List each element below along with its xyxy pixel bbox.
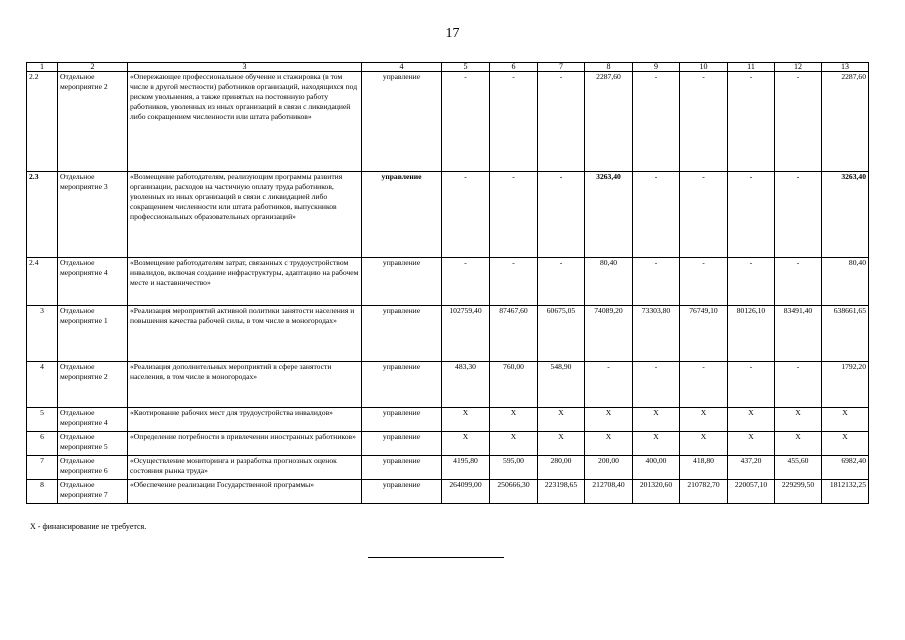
total-cell: Х [822, 432, 869, 456]
measure-name: «Реализация дополнительных мероприятий в сфере занятости населения, в том числе в моногородах» [128, 362, 362, 408]
responsible-unit: управление [362, 408, 442, 432]
page-number: 17 [445, 26, 460, 41]
value-cell: 2287,60 [585, 72, 633, 172]
value-cell: 229299,50 [775, 480, 822, 504]
footnote: Х - финансирование не требуется. [30, 522, 147, 531]
column-header: 1 [27, 63, 58, 72]
measure-name: «Возмещение работодателям, реализующим программы развития организации, расходов на частичную оплату труда работников, уволенных из иных организаций в связи с ликвидацией либо сокращением численности или штата работников, выпускников профессиональных образовательных организаций» [128, 172, 362, 258]
total-cell: 1812132,25 [822, 480, 869, 504]
value-cell: 87467,60 [490, 306, 538, 362]
value-cell: Х [442, 408, 490, 432]
value-cell: 74089,20 [585, 306, 633, 362]
total-cell: 3263,40 [822, 172, 869, 258]
measure-name: «Квотирование рабочих мест для трудоустройства инвалидов» [128, 408, 362, 432]
value-cell: 60675,05 [538, 306, 585, 362]
value-cell: Х [442, 432, 490, 456]
value-cell: - [680, 258, 728, 306]
row-number: 4 [27, 362, 58, 408]
table-row [27, 172, 869, 258]
value-cell: Х [633, 408, 680, 432]
responsible-unit: управление [362, 172, 442, 258]
value-cell: - [728, 362, 775, 408]
responsible-unit: управление [362, 456, 442, 480]
column-header: 9 [633, 63, 680, 72]
table-row [27, 456, 869, 480]
value-cell: - [490, 172, 538, 258]
column-number-row [27, 63, 869, 72]
value-cell: - [680, 172, 728, 258]
value-cell: Х [490, 432, 538, 456]
value-cell: Х [538, 432, 585, 456]
responsible-unit: управление [362, 72, 442, 172]
value-cell: - [538, 258, 585, 306]
row-number: 6 [27, 432, 58, 456]
value-cell: - [633, 362, 680, 408]
value-cell: 280,00 [538, 456, 585, 480]
column-header: 3 [128, 63, 362, 72]
measure-type: Отдельное мероприятие 6 [58, 456, 128, 480]
value-cell: - [680, 72, 728, 172]
measure-type: Отдельное мероприятие 3 [58, 172, 128, 258]
end-rule [368, 557, 504, 558]
table-row [27, 408, 869, 432]
value-cell: - [728, 172, 775, 258]
value-cell: - [538, 72, 585, 172]
value-cell: 76749,10 [680, 306, 728, 362]
value-cell: 80126,10 [728, 306, 775, 362]
column-header: 12 [775, 63, 822, 72]
table-row [27, 362, 869, 408]
value-cell: 437,20 [728, 456, 775, 480]
value-cell: Х [633, 432, 680, 456]
row-number: 7 [27, 456, 58, 480]
value-cell: 250666,30 [490, 480, 538, 504]
value-cell: - [633, 258, 680, 306]
value-cell: 483,30 [442, 362, 490, 408]
value-cell: - [633, 72, 680, 172]
value-cell: Х [775, 432, 822, 456]
value-cell: 220057,10 [728, 480, 775, 504]
table-row [27, 480, 869, 504]
responsible-unit: управление [362, 432, 442, 456]
value-cell: 223198,65 [538, 480, 585, 504]
total-cell: 80,40 [822, 258, 869, 306]
column-header: 5 [442, 63, 490, 72]
value-cell: - [728, 258, 775, 306]
total-cell: 2287,60 [822, 72, 869, 172]
value-cell: - [538, 172, 585, 258]
value-cell: 418,80 [680, 456, 728, 480]
value-cell: 200,00 [585, 456, 633, 480]
responsible-unit: управление [362, 480, 442, 504]
value-cell: 400,00 [633, 456, 680, 480]
measure-name: «Возмещение работодателям затрат, связанных с трудоустройством инвалидов, включая создание инфраструктуры, адаптацию на рабочем месте и наставничество» [128, 258, 362, 306]
row-number: 2.4 [27, 258, 58, 306]
row-number: 2.3 [27, 172, 58, 258]
value-cell: - [680, 362, 728, 408]
value-cell: - [442, 72, 490, 172]
financing-table [26, 62, 869, 504]
value-cell: 210782,70 [680, 480, 728, 504]
column-header: 6 [490, 63, 538, 72]
measure-name: «Опережающее профессиональное обучение и стажировка (в том числе в другой местности) работников организаций, находящихся под риском увольнения, а также принятых на постоянную работу работников, уволенных из иных организаций в связи с ликвидацией либо сокращением численности или штата работников» [128, 72, 362, 172]
value-cell: - [490, 72, 538, 172]
value-cell: Х [680, 432, 728, 456]
value-cell: - [775, 172, 822, 258]
column-header: 7 [538, 63, 585, 72]
row-number: 8 [27, 480, 58, 504]
responsible-unit: управление [362, 306, 442, 362]
value-cell: Х [728, 432, 775, 456]
value-cell: 548,90 [538, 362, 585, 408]
table-row [27, 72, 869, 172]
value-cell: 455,60 [775, 456, 822, 480]
value-cell: Х [728, 408, 775, 432]
measure-type: Отдельное мероприятие 1 [58, 306, 128, 362]
value-cell: 102759,40 [442, 306, 490, 362]
responsible-unit: управление [362, 362, 442, 408]
value-cell: - [585, 362, 633, 408]
total-cell: 6982,40 [822, 456, 869, 480]
measure-type: Отдельное мероприятие 2 [58, 362, 128, 408]
row-number: 5 [27, 408, 58, 432]
value-cell: - [633, 172, 680, 258]
value-cell: Х [538, 408, 585, 432]
total-cell: Х [822, 408, 869, 432]
measure-type: Отдельное мероприятие 4 [58, 258, 128, 306]
value-cell: 264099,00 [442, 480, 490, 504]
value-cell: 595,00 [490, 456, 538, 480]
value-cell: 760,00 [490, 362, 538, 408]
row-number: 3 [27, 306, 58, 362]
value-cell: 3263,40 [585, 172, 633, 258]
measure-type: Отдельное мероприятие 4 [58, 408, 128, 432]
value-cell: - [775, 362, 822, 408]
value-cell: - [775, 72, 822, 172]
total-cell: 638661,65 [822, 306, 869, 362]
column-header: 2 [58, 63, 128, 72]
value-cell: Х [680, 408, 728, 432]
column-header: 10 [680, 63, 728, 72]
measure-type: Отдельное мероприятие 5 [58, 432, 128, 456]
value-cell: 73303,80 [633, 306, 680, 362]
value-cell: 212708,40 [585, 480, 633, 504]
measure-name: «Осуществление мониторинга и разработка прогнозных оценок состояния рынка труда» [128, 456, 362, 480]
row-number: 2.2 [27, 72, 58, 172]
value-cell: - [442, 258, 490, 306]
value-cell: Х [775, 408, 822, 432]
table-row [27, 306, 869, 362]
measure-name: «Определение потребности в привлечении иностранных работников» [128, 432, 362, 456]
total-cell: 1792,20 [822, 362, 869, 408]
value-cell: 4195,80 [442, 456, 490, 480]
value-cell: - [775, 258, 822, 306]
value-cell: - [442, 172, 490, 258]
table-row [27, 258, 869, 306]
value-cell: 201320,60 [633, 480, 680, 504]
table-row [27, 432, 869, 456]
measure-name: «Реализация мероприятий активной политики занятости населения и повышения качества рабочей силы, в том числе в моногородах» [128, 306, 362, 362]
column-header: 8 [585, 63, 633, 72]
value-cell: Х [490, 408, 538, 432]
responsible-unit: управление [362, 258, 442, 306]
measure-type: Отдельное мероприятие 2 [58, 72, 128, 172]
value-cell: Х [585, 408, 633, 432]
column-header: 4 [362, 63, 442, 72]
column-header: 13 [822, 63, 869, 72]
measure-name: «Обеспечение реализации Государственной программы» [128, 480, 362, 504]
value-cell: 80,40 [585, 258, 633, 306]
column-header: 11 [728, 63, 775, 72]
measure-type: Отдельное мероприятие 7 [58, 480, 128, 504]
value-cell: Х [585, 432, 633, 456]
value-cell: 83491,40 [775, 306, 822, 362]
value-cell: - [490, 258, 538, 306]
value-cell: - [728, 72, 775, 172]
